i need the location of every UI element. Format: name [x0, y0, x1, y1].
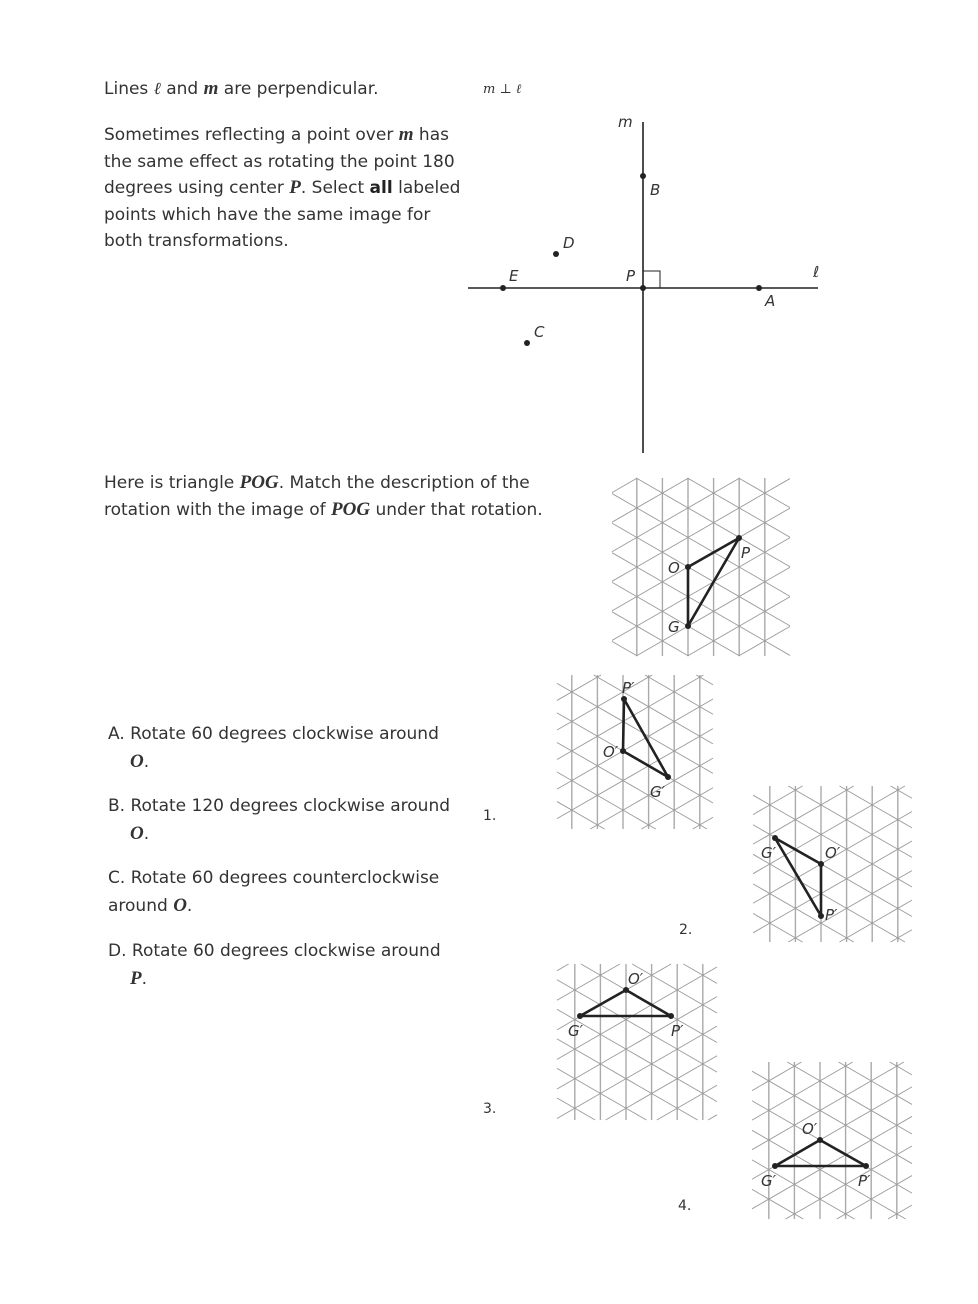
label-G: G: [668, 618, 680, 636]
label-B: B: [650, 181, 661, 199]
vertex-O: [818, 861, 824, 867]
label-P: P′: [622, 679, 635, 697]
text: Sometimes reflecting a point over: [104, 125, 394, 145]
math-POG: POG: [331, 498, 371, 520]
vertex-G: [772, 835, 778, 841]
label-O: O′: [603, 743, 619, 761]
original-triangle-grid: [612, 478, 790, 656]
image-number-4: 4.: [678, 1198, 692, 1214]
text: has the same effect as rotating the point 180 degrees using center: [104, 125, 455, 198]
vertex-P: [818, 913, 824, 919]
label-m: m: [618, 113, 633, 131]
option-letter: D.: [108, 941, 127, 961]
text: are perpendicular.: [223, 79, 379, 99]
image-number-2: 2.: [679, 922, 693, 938]
vertex-G: [577, 1013, 583, 1019]
label-A: A: [765, 292, 776, 310]
vertex-P: [668, 1013, 674, 1019]
triangle-POG: [623, 699, 668, 777]
vertex-O: [817, 1137, 823, 1143]
emphasis-all: all: [369, 178, 393, 198]
label-P: P: [741, 544, 751, 562]
text: Lines: [104, 79, 149, 99]
image-number-1: 1.: [483, 808, 497, 824]
label-P: P′: [858, 1172, 871, 1190]
label-G: G′: [650, 783, 666, 801]
option-D[interactable]: D. Rotate 60 degrees clockwise around P.: [108, 941, 441, 989]
label-O: O′: [628, 970, 644, 988]
label-G: G′: [761, 1172, 777, 1190]
math-P: P: [289, 177, 301, 198]
text: under that rotation.: [375, 499, 543, 520]
label-P: P′: [671, 1022, 684, 1040]
text: . Match the description of the rotation with the image of: [104, 473, 530, 520]
label-C: C: [534, 323, 545, 341]
option-center: P: [130, 968, 142, 989]
label-O: O′: [825, 844, 841, 862]
vertex-G: [772, 1163, 778, 1169]
vertex-G: [665, 774, 671, 780]
image-grid-4: [752, 1062, 912, 1219]
label-P: P: [626, 267, 636, 285]
option-text: Rotate 60 degrees clockwise around: [130, 724, 439, 744]
image-grid-3: [557, 964, 717, 1120]
math-m: m: [398, 124, 414, 145]
option-letter: A.: [108, 724, 125, 744]
grid-lines: [752, 1062, 912, 1219]
caption-m-perp-l: m ⊥ ℓ: [483, 82, 522, 97]
option-text: Rotate 120 degrees clockwise around: [130, 796, 451, 816]
text: labeled points which have the same image for both transformations.: [104, 178, 461, 251]
option-C[interactable]: C. Rotate 60 degrees counterclockwise around O.: [108, 868, 440, 916]
math-POG: POG: [239, 472, 279, 493]
label-O: O: [668, 559, 680, 577]
math-m: m: [203, 78, 219, 99]
option-center: O: [173, 895, 187, 916]
triangle-POG: [775, 838, 821, 916]
option-center: O: [130, 751, 144, 772]
math-l: ℓ: [153, 79, 161, 99]
vertex-O: [685, 564, 691, 570]
option-A[interactable]: A. Rotate 60 degrees clockwise around O.: [108, 724, 439, 772]
vertex-P: [863, 1163, 869, 1169]
option-center: O: [130, 823, 144, 844]
option-text: Rotate 60 degrees clockwise around: [131, 941, 441, 961]
label-l: ℓ: [813, 263, 820, 281]
label-G: G′: [568, 1022, 584, 1040]
text: . Select: [300, 178, 365, 198]
label-E: E: [509, 267, 519, 285]
grid-lines: [612, 478, 790, 656]
option-B[interactable]: B. Rotate 120 degrees clockwise around O.: [108, 796, 451, 844]
text: and: [166, 79, 199, 99]
label-O: O′: [802, 1120, 818, 1138]
image-grid-1: [557, 675, 713, 829]
image-grid-2: [753, 786, 912, 942]
text: Here is triangle: [104, 473, 235, 493]
image-number-3: 3.: [483, 1101, 497, 1117]
label-P: P′: [825, 906, 838, 924]
vertex-O: [620, 748, 626, 754]
grid-lines: [557, 675, 713, 829]
vertex-P: [736, 535, 742, 541]
option-letter: B.: [108, 796, 126, 816]
label-G: G′: [761, 844, 777, 862]
vertex-G: [685, 623, 691, 629]
label-D: D: [563, 234, 575, 252]
option-letter: C.: [108, 868, 126, 888]
option-text: Rotate 60 degrees counterclockwise around: [108, 868, 440, 916]
